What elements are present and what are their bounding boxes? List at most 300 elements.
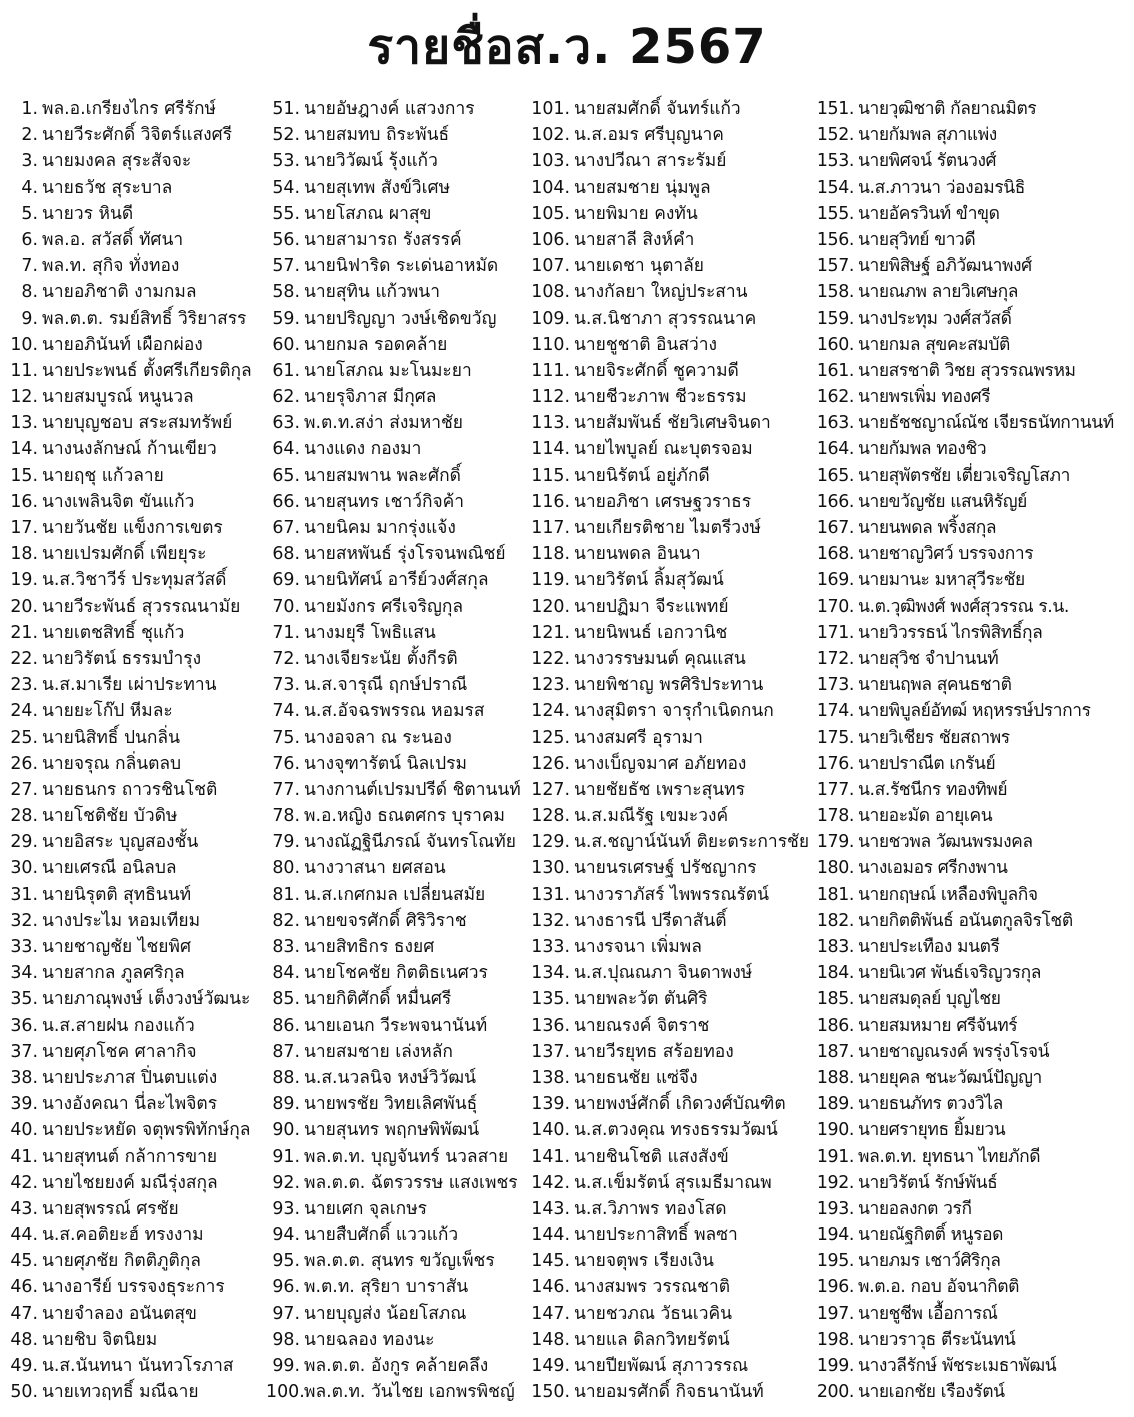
entry-name: นางสมพร วรรณชาติ <box>574 1277 730 1298</box>
entry-number: 160. <box>816 334 854 355</box>
list-item <box>528 646 810 672</box>
list-item <box>528 1379 810 1405</box>
entry-number: 198. <box>816 1329 854 1350</box>
entry-number: 167. <box>816 518 854 538</box>
entry-name: นายนฤพล สุคนธชาติ <box>858 675 1012 696</box>
list-item <box>266 384 528 410</box>
list-item <box>8 1353 270 1379</box>
entry-name: นายเกียรติชาย ไมตรีวงษ์ <box>574 518 761 538</box>
entry-name: นายไชยยงค์ มณีรุ่งสกุล <box>42 1172 218 1193</box>
entry-number: 53. <box>272 151 300 172</box>
list-item <box>266 358 528 384</box>
entry-number: 110. <box>531 334 570 355</box>
entry-number: 29. <box>10 832 38 853</box>
entry-name: นายธนภัทร ตวงวิไล <box>858 1094 1003 1115</box>
list-item <box>812 751 1132 777</box>
entry-name: นายพิมาย คงทัน <box>574 203 698 224</box>
entry-name: นายชูชาติ อินสว่าง <box>574 334 718 355</box>
list-item <box>8 410 270 436</box>
entry-number: 72. <box>272 648 300 669</box>
list-item <box>528 1144 810 1170</box>
entry-name: นายเดชา นุตาลัย <box>574 256 704 277</box>
entry-name: นายสุวิช จำปานนท์ <box>858 648 999 669</box>
list-item <box>812 279 1132 305</box>
list-item <box>266 1170 528 1196</box>
list-item <box>8 541 270 567</box>
entry-name: นายขจรศักดิ์ ศิริวิราช <box>304 910 467 931</box>
list-item <box>812 646 1132 672</box>
entry-name: นายภมร เชาว์ศิริกุล <box>858 1251 1001 1272</box>
list-item <box>266 175 528 201</box>
entry-number: 4. <box>21 177 38 198</box>
entry-name: นายโสภณ ผาสุข <box>304 203 432 224</box>
entry-number: 194. <box>816 1225 854 1246</box>
list-item <box>812 410 1132 436</box>
entry-number: 5. <box>21 203 38 224</box>
entry-number: 38. <box>10 1067 38 1088</box>
entry-name: นางสุมิตรา จารุกำเนิดกนก <box>574 701 774 722</box>
list-item <box>812 1065 1132 1091</box>
entry-number: 47. <box>10 1303 38 1324</box>
entry-name: นายภาณุพงษ์ เต็งวงษ์วัฒนะ <box>42 989 251 1010</box>
list-item <box>812 515 1132 541</box>
entry-number: 99. <box>272 1356 300 1376</box>
list-item <box>8 463 270 489</box>
list-item <box>812 148 1132 174</box>
entry-number: 192. <box>816 1172 854 1193</box>
entry-number: 67. <box>272 518 300 538</box>
entry-number: 166. <box>816 491 854 512</box>
entry-number: 88. <box>272 1067 300 1088</box>
entry-number: 77. <box>272 779 300 800</box>
entry-number: 25. <box>10 727 38 748</box>
entry-number: 141. <box>531 1146 570 1167</box>
entry-number: 65. <box>272 465 300 486</box>
entry-number: 15. <box>10 465 38 486</box>
list-item <box>528 306 810 332</box>
entry-name: นายสุวิทย์ ขาวดี <box>858 229 976 250</box>
entry-name: นายสมศักดิ์ จันทร์แก้ว <box>574 99 741 119</box>
entry-number: 172. <box>816 648 854 669</box>
entry-name: นายเอกชัย เรืองรัตน์ <box>858 1382 1005 1403</box>
entry-number: 28. <box>10 806 38 827</box>
entry-number: 150. <box>531 1382 570 1403</box>
entry-number: 102. <box>531 125 570 146</box>
entry-name: นายสมทบ ถิระพันธ์ <box>304 125 450 146</box>
entry-number: 137. <box>531 1041 570 1062</box>
list-item <box>528 463 810 489</box>
entry-name: น.ส.อมร ศรีบุญนาค <box>574 125 724 146</box>
entry-name: นายอะมัด อายุเคน <box>858 806 993 827</box>
entry-number: 75. <box>272 727 300 748</box>
list-item <box>528 384 810 410</box>
entry-number: 27. <box>10 779 38 800</box>
list-item <box>812 620 1132 646</box>
list-item <box>812 829 1132 855</box>
list-item <box>812 908 1132 934</box>
entry-name: นางวรรษมนต์ คุณแสน <box>574 648 746 669</box>
list-item <box>266 1327 528 1353</box>
entry-name: น.ส.คอติยะฮ์ ทรงงาม <box>42 1225 204 1246</box>
list-item <box>528 803 810 829</box>
list-item <box>812 1248 1132 1274</box>
list-item <box>528 1065 810 1091</box>
list-item <box>528 698 810 724</box>
entry-name: น.ส.วิภาพร ทองโสด <box>574 1198 727 1219</box>
entry-number: 132. <box>531 910 570 931</box>
entry-number: 139. <box>531 1094 570 1115</box>
entry-name: นายกมล รอดคล้าย <box>304 334 448 355</box>
entry-name: นายสิทธิกร ธงยศ <box>304 937 435 957</box>
entry-number: 8. <box>21 282 38 303</box>
entry-number: 107. <box>531 256 570 277</box>
entry-name: นายปริญญา วงษ์เชิดขวัญ <box>304 308 497 329</box>
entry-name: นายประภาส ปิ่นตบแต่ง <box>42 1067 218 1088</box>
list-item <box>8 253 270 279</box>
list-item <box>812 436 1132 462</box>
entry-name: นายนิรัตน์ อยู่ภักดี <box>574 465 710 486</box>
entry-name: นายอลงกต วรกี <box>858 1198 972 1219</box>
list-item <box>812 122 1132 148</box>
list-item <box>8 1274 270 1300</box>
list-item <box>812 1013 1132 1039</box>
entry-name: นายวีรยุทธ สร้อยทอง <box>574 1041 734 1062</box>
entry-name: นายปียพัฒน์ สุภาวรรณ <box>574 1356 749 1376</box>
entry-number: 178. <box>816 806 854 827</box>
entry-name: นายปราณีต เกรันย์ <box>858 753 996 774</box>
entry-name: พล.ต.ท. วันไชย เอกพรพิชญ์ <box>304 1382 515 1403</box>
list-item <box>812 463 1132 489</box>
list-item <box>8 646 270 672</box>
list-item <box>8 1091 270 1117</box>
entry-number: 149. <box>531 1356 570 1376</box>
list-item <box>528 489 810 515</box>
entry-number: 180. <box>816 858 854 879</box>
entry-name: น.ส.สายฝน กองแก้ว <box>42 1015 195 1036</box>
entry-number: 66. <box>272 491 300 512</box>
list-item <box>266 1117 528 1143</box>
entry-name: น.ส.นวลนิจ หงษ์วิวัฒน์ <box>304 1067 477 1088</box>
entry-number: 37. <box>10 1041 38 1062</box>
entry-name: นายอภินันท์ เผือกผ่อง <box>42 334 203 355</box>
list-item <box>8 332 270 358</box>
list-item <box>528 567 810 593</box>
list-item <box>528 960 810 986</box>
entry-number: 79. <box>272 832 300 853</box>
entry-name: น.ส.ภาวนา ว่องอมรนิธิ <box>858 177 1025 198</box>
entry-name: นายสุนทร พฤกษพิพัฒน์ <box>304 1120 480 1141</box>
entry-name: นายพิบูลย์อัทฒ์ หฤหรรษ์ปราการ <box>858 701 1091 722</box>
list-item <box>528 358 810 384</box>
entry-number: 19. <box>10 570 38 591</box>
entry-name: นายฤชุ แก้วลาย <box>42 465 164 486</box>
list-item <box>266 1013 528 1039</box>
entry-name: พล.อ. สวัสดิ์ ทัศนา <box>42 229 184 250</box>
entry-name: นายวิรัตน์ ลิ้มสุวัฒน์ <box>574 570 724 591</box>
entry-number: 93. <box>272 1198 300 1219</box>
entry-name: น.ส.นิชาภา สุวรรณนาค <box>574 308 757 329</box>
entry-name: นายพรเพิ่ม ทองศรี <box>858 387 991 408</box>
entry-name: นางปวีณา สาระรัมย์ <box>574 151 727 172</box>
entry-name: นายอัษฎางค์ แสวงการ <box>304 99 475 119</box>
entry-name: นายมานะ มหาสุวีระชัย <box>858 570 1025 591</box>
entry-name: นายชาญวิศว์ บรรจงการ <box>858 544 1034 565</box>
list-item <box>8 960 270 986</box>
entry-number: 116. <box>531 491 570 512</box>
entry-name: นางเจียระนัย ตั้งกีรติ <box>304 648 458 669</box>
list-item <box>8 227 270 253</box>
entry-number: 70. <box>272 596 300 617</box>
entry-name: นางจุฑารัตน์ นิลเปรม <box>304 753 467 774</box>
entry-number: 59. <box>272 308 300 329</box>
list-item <box>8 122 270 148</box>
entry-number: 69. <box>272 570 300 591</box>
entry-number: 156. <box>816 229 854 250</box>
entry-name: นายอมรศักดิ์ กิจธนานันท์ <box>574 1382 764 1403</box>
entry-name: นายนิสิทธิ์ ปนกลิ่น <box>42 727 180 748</box>
entry-name: นางเพลินจิต ขันแก้ว <box>42 491 195 512</box>
entry-name: นายเปรมศักดิ์ เพียยุระ <box>42 544 207 565</box>
list-item <box>528 751 810 777</box>
entry-number: 32. <box>10 910 38 931</box>
list-item <box>812 594 1132 620</box>
list-item <box>266 1301 528 1327</box>
entry-number: 33. <box>10 937 38 957</box>
entry-name: น.ส.ชญาน์นันท์ ติยะตระการชัย <box>574 832 810 853</box>
entry-number: 187. <box>816 1041 854 1062</box>
entry-number: 108. <box>531 282 570 303</box>
list-item <box>812 306 1132 332</box>
list-item <box>528 201 810 227</box>
list-item <box>8 567 270 593</box>
entry-name: พ.ต.ท.สง่า ส่งมหาชัย <box>304 413 463 434</box>
entry-number: 39. <box>10 1094 38 1115</box>
list-item <box>812 1144 1132 1170</box>
list-item <box>8 1065 270 1091</box>
entry-number: 182. <box>816 910 854 931</box>
entry-number: 73. <box>272 675 300 696</box>
entry-number: 158. <box>816 282 854 303</box>
list-item <box>266 410 528 436</box>
list-item <box>528 436 810 462</box>
list-item <box>266 620 528 646</box>
entry-name: นายนพดล พริ้งสกุล <box>858 518 997 538</box>
list-item <box>8 306 270 332</box>
entry-number: 40. <box>10 1120 38 1141</box>
entry-name: นายโสภณ มะโนมะยา <box>304 360 472 381</box>
entry-name: นายนิทัศน์ อารีย์วงศ์สกุล <box>304 570 489 591</box>
list-item <box>266 594 528 620</box>
entry-name: นายสุนทร เชาว์กิจค้า <box>304 491 465 512</box>
list-item <box>812 672 1132 698</box>
list-item <box>812 934 1132 960</box>
entry-name: นายชาญชัย ไชยพิศ <box>42 937 191 957</box>
list-item <box>266 672 528 698</box>
list-item <box>528 122 810 148</box>
list-item <box>528 855 810 881</box>
entry-name: นายศรายุทธ ยิ้มยวน <box>858 1120 1006 1141</box>
entry-name: นายจรุณ กลิ่นตลบ <box>42 753 182 774</box>
entry-name: นายธวัช สุระบาล <box>42 177 173 198</box>
list-item <box>266 1274 528 1300</box>
list-item <box>812 1091 1132 1117</box>
entry-name: น.ส.ปุณณภา จินดาพงษ์ <box>574 963 753 984</box>
entry-number: 60. <box>272 334 300 355</box>
list-item <box>266 698 528 724</box>
entry-number: 179. <box>816 832 854 853</box>
entry-number: 144. <box>531 1225 570 1246</box>
entry-number: 76. <box>272 753 300 774</box>
entry-number: 183. <box>816 937 854 957</box>
entry-name: นายเตชสิทธิ์ ชุแก้ว <box>42 622 185 643</box>
entry-name: นายณัฐกิตติ์ หนูรอด <box>858 1225 1004 1246</box>
entry-name: นายพิศจน์ รัตนวงศ์ <box>858 151 997 172</box>
list-item <box>528 541 810 567</box>
list-item <box>8 1327 270 1353</box>
entry-number: 44. <box>10 1225 38 1246</box>
list-item <box>812 803 1132 829</box>
list-item <box>8 908 270 934</box>
list-item <box>528 1170 810 1196</box>
list-item <box>8 829 270 855</box>
entry-number: 7. <box>21 256 38 277</box>
entry-number: 134. <box>531 963 570 984</box>
entry-number: 42. <box>10 1172 38 1193</box>
list-item <box>266 1144 528 1170</box>
entry-number: 68. <box>272 544 300 565</box>
entry-name: น.ส.มณีรัฐ เขมะวงค์ <box>574 806 729 827</box>
list-item <box>8 777 270 803</box>
entry-name: นางณัฏฐินีภรณ์ จันทรโณทัย <box>304 832 516 853</box>
entry-name: นายสัมพันธ์ ชัยวิเศษจินดา <box>574 413 771 434</box>
entry-name: นายพละวัต ตันศิริ <box>574 989 708 1010</box>
list-item <box>528 986 810 1012</box>
list-item <box>8 1170 270 1196</box>
entry-number: 51. <box>272 99 300 119</box>
entry-name: นายวิเชียร ชัยสถาพร <box>858 727 1010 748</box>
entry-name: นายชวภณ วัธนเวคิน <box>574 1303 733 1324</box>
entry-number: 87. <box>272 1041 300 1062</box>
entry-name: นายสุทนต์ กล้าการขาย <box>42 1146 218 1167</box>
entry-name: นายบุญชอบ สระสมทรัพย์ <box>42 413 233 434</box>
entry-number: 55. <box>272 203 300 224</box>
entry-name: พล.ท. สุกิจ ทั่งทอง <box>42 256 180 277</box>
list-item <box>528 908 810 934</box>
entry-name: พ.ต.อ. กอบ อัจนากิตติ <box>858 1277 1020 1298</box>
list-item <box>812 777 1132 803</box>
entry-number: 26. <box>10 753 38 774</box>
entry-number: 126. <box>531 753 570 774</box>
entry-name: นายวร หินดี <box>42 203 134 224</box>
entry-name: นายธนชัย แซ่จึง <box>574 1067 698 1088</box>
entry-number: 170. <box>816 596 854 617</box>
list-item <box>812 489 1132 515</box>
list-item <box>8 1013 270 1039</box>
list-item <box>266 1222 528 1248</box>
entry-number: 24. <box>10 701 38 722</box>
entry-number: 100. <box>266 1382 305 1403</box>
entry-number: 136. <box>531 1015 570 1036</box>
list-item <box>528 410 810 436</box>
entry-name: พล.ต.ต. อังกูร คล้ายคลึง <box>304 1356 489 1376</box>
entry-name: นายพรชัย วิทยเลิศพันธุ์ <box>304 1094 478 1115</box>
list-item <box>8 986 270 1012</box>
list-item <box>266 1039 528 1065</box>
entry-name: นายกมล สุขคะสมบัติ <box>858 334 1010 355</box>
entry-name: นางประไม หอมเทียม <box>42 910 201 931</box>
list-item <box>528 515 810 541</box>
entry-number: 78. <box>272 806 300 827</box>
entry-number: 109. <box>531 308 570 329</box>
entry-name: นายโชคชัย กิตติธเนศวร <box>304 963 488 984</box>
entry-number: 119. <box>531 570 570 591</box>
entry-name: นายอิสระ บุญสองชั้น <box>42 832 199 853</box>
entry-number: 111. <box>531 360 570 381</box>
entry-number: 96. <box>272 1277 300 1298</box>
list-item <box>812 1327 1132 1353</box>
entry-number: 94. <box>272 1225 300 1246</box>
list-item <box>528 279 810 305</box>
entry-name: นายนิฟาริด ระเด่นอาหมัด <box>304 256 499 277</box>
list-item <box>812 175 1132 201</box>
entry-name: นายสมชาย เล่งหลัก <box>304 1041 453 1062</box>
entry-name: นายประพนธ์ ตั้งศรีเกียรติกุล <box>42 360 252 381</box>
entry-number: 17. <box>10 518 38 538</box>
entry-number: 157. <box>816 256 854 277</box>
list-item <box>8 358 270 384</box>
list-item <box>528 148 810 174</box>
entry-number: 175. <box>816 727 854 748</box>
entry-name: นายวิรัตน์ รักษ์พันธ์ <box>858 1172 998 1193</box>
entry-number: 200. <box>816 1382 854 1403</box>
entry-number: 186. <box>816 1015 854 1036</box>
entry-name: นายจำลอง อนันตสุข <box>42 1303 197 1324</box>
list-item <box>812 201 1132 227</box>
list-item <box>266 960 528 986</box>
list-item <box>812 1379 1132 1405</box>
name-list-column-2 <box>266 96 528 1405</box>
list-item <box>812 253 1132 279</box>
entry-number: 103. <box>531 151 570 172</box>
entry-name: นายธัชชญาณ์ณัช เจียรธนัทกานนท์ <box>858 413 1114 434</box>
entry-number: 130. <box>531 858 570 879</box>
entry-number: 50. <box>10 1382 38 1403</box>
entry-name: นางกัลยา ใหญ่ประสาน <box>574 282 748 303</box>
entry-name: นายสมพาน พละศักดิ์ <box>304 465 461 486</box>
list-item <box>266 1379 528 1405</box>
list-item <box>8 934 270 960</box>
list-item <box>528 620 810 646</box>
entry-name: นางวาสนา ยศสอน <box>304 858 446 879</box>
entry-number: 6. <box>21 229 38 250</box>
list-item <box>266 1091 528 1117</box>
entry-number: 54. <box>272 177 300 198</box>
entry-name: นายเศก จุลเกษร <box>304 1198 428 1219</box>
list-item <box>8 175 270 201</box>
entry-name: นายนิพนธ์ เอกวานิช <box>574 622 728 643</box>
entry-number: 159. <box>816 308 854 329</box>
list-item <box>8 1248 270 1274</box>
entry-number: 56. <box>272 229 300 250</box>
list-item <box>8 1222 270 1248</box>
entry-number: 151. <box>816 99 854 119</box>
entry-number: 155. <box>816 203 854 224</box>
list-item <box>528 1248 810 1274</box>
entry-number: 34. <box>10 963 38 984</box>
entry-number: 133. <box>531 937 570 957</box>
entry-number: 2. <box>21 125 38 146</box>
entry-name: พล.ต.ต. รมย์สิทธิ์ วิริยาสรร <box>42 308 247 329</box>
